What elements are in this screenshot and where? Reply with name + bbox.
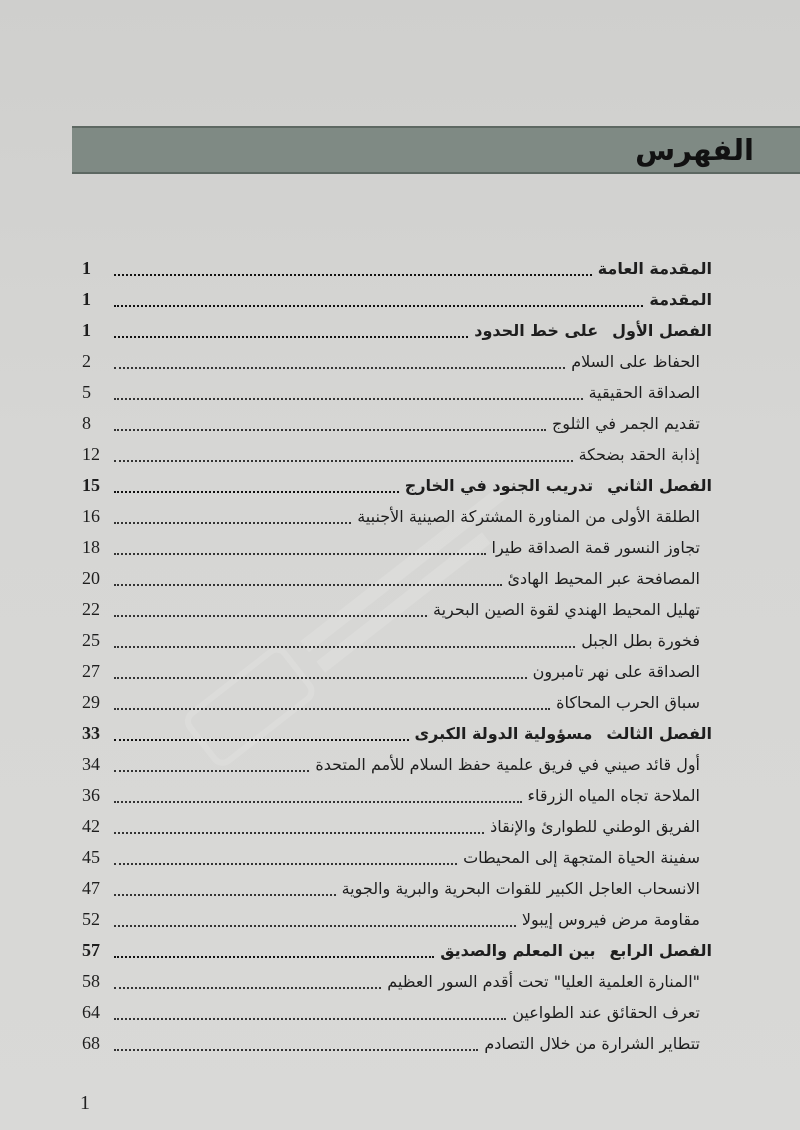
header-bar (72, 126, 800, 174)
toc-entry[interactable] (82, 842, 712, 873)
dot-leader (114, 262, 592, 276)
dot-leader (114, 324, 468, 338)
chapter-label: الفصل الرابع (609, 941, 712, 960)
dot-leader (114, 851, 457, 865)
toc-chapter-entry[interactable] (82, 718, 712, 749)
dot-leader (114, 603, 427, 617)
table-of-contents (82, 253, 712, 1059)
dot-leader (114, 634, 575, 648)
toc-entry[interactable] (82, 532, 712, 563)
toc-title: الملاحة تجاه المياه الزرقاء (527, 786, 700, 805)
toc-page-number: 27 (82, 661, 100, 681)
toc-entry[interactable] (82, 563, 712, 594)
toc-entry[interactable] (82, 625, 712, 656)
toc-title: المصافحة عبر المحيط الهادئ (507, 569, 700, 588)
dot-leader (114, 944, 434, 958)
toc-title: تعرف الحقائق عند الطواعين (512, 1003, 700, 1022)
toc-title: "المنارة العلمية العليا" تحت أقدم السور العظيم (387, 972, 700, 991)
toc-title: الطلقة الأولى من المناورة المشتركة الصينية الأجنبية (357, 507, 700, 526)
toc-entry[interactable] (82, 811, 712, 842)
chapter-title: مسؤولية الدولة الكبرى (414, 724, 593, 743)
toc-chapter-heading (474, 321, 712, 340)
toc-title: تجاوز النسور قمة الصداقة طيرا (491, 538, 700, 557)
toc-title: الصداقة على نهر تامبرون (532, 662, 700, 681)
toc-entry[interactable] (82, 873, 712, 904)
dot-leader (114, 417, 546, 431)
dot-leader (114, 293, 643, 307)
toc-title: سباق الحرب المحاكاة (556, 693, 700, 712)
dot-leader (114, 510, 351, 524)
toc-page-number: 34 (82, 754, 100, 774)
toc-entry[interactable] (82, 377, 712, 408)
dot-leader (114, 1037, 478, 1051)
dot-leader (114, 727, 409, 741)
toc-chapter-heading (405, 476, 712, 495)
toc-page-number: 20 (82, 568, 100, 588)
page-number: 1 (80, 1092, 90, 1114)
toc-page-number: 16 (82, 506, 100, 526)
dot-leader (114, 820, 484, 834)
dot-leader (114, 479, 399, 493)
toc-page-number: 1 (82, 289, 91, 309)
chapter-title: بين المعلم والصديق (440, 941, 596, 960)
toc-title: تقديم الجمر في الثلوج (551, 414, 700, 433)
toc-entry[interactable] (82, 904, 712, 935)
toc-title: تتطاير الشرارة من خلال التصادم (484, 1034, 700, 1053)
dot-leader (114, 448, 573, 462)
toc-entry[interactable] (82, 997, 712, 1028)
toc-entry[interactable] (82, 656, 712, 687)
toc-entry[interactable] (82, 1028, 712, 1059)
toc-entry[interactable] (82, 780, 712, 811)
toc-page-number: 33 (82, 723, 100, 743)
toc-page-number: 25 (82, 630, 100, 650)
toc-page-number: 8 (82, 413, 91, 433)
toc-entry[interactable] (82, 346, 712, 377)
toc-title: الانسحاب العاجل الكبير للقوات البحرية والبرية والجوية (341, 879, 700, 898)
toc-page-number: 42 (82, 816, 100, 836)
toc-title: المقدمة (649, 290, 712, 309)
page-title: الفهرس (635, 133, 754, 167)
dot-leader (114, 975, 381, 989)
toc-entry[interactable] (82, 966, 712, 997)
toc-title: إذابة الحقد بضحكة (578, 445, 700, 464)
toc-title: مقاومة مرض فيروس إيبولا (521, 910, 700, 929)
toc-page-number: 68 (82, 1033, 100, 1053)
chapter-label: الفصل الثالث (606, 724, 712, 743)
toc-page-number: 1 (82, 258, 91, 278)
chapter-label: الفصل الثاني (607, 476, 712, 495)
dot-leader (114, 665, 527, 679)
dot-leader (114, 355, 565, 369)
toc-entry[interactable] (82, 284, 712, 315)
chapter-title: على خط الحدود (474, 321, 599, 340)
toc-title: سفينة الحياة المتجهة إلى المحيطات (463, 848, 700, 867)
toc-chapter-heading (440, 941, 712, 960)
toc-page-number: 12 (82, 444, 100, 464)
toc-page-number: 58 (82, 971, 100, 991)
dot-leader (114, 913, 516, 927)
toc-page-number: 18 (82, 537, 100, 557)
toc-title: الحفاظ على السلام (571, 352, 700, 371)
toc-chapter-entry[interactable] (82, 470, 712, 501)
toc-page-number: 15 (82, 475, 100, 495)
dot-leader (114, 696, 550, 710)
toc-entry[interactable] (82, 439, 712, 470)
toc-page-number: 64 (82, 1002, 100, 1022)
toc-title: أول قائد صيني في فريق علمية حفظ السلام للأمم المتحدة (315, 755, 700, 774)
toc-page-number: 2 (82, 351, 91, 371)
toc-page-number: 57 (82, 940, 100, 960)
toc-title: فخورة بطل الجبل (581, 631, 700, 650)
dot-leader (114, 1006, 506, 1020)
toc-title: المقدمة العامة (597, 259, 712, 278)
toc-chapter-heading (415, 724, 713, 743)
toc-page-number: 22 (82, 599, 100, 619)
toc-page-number: 52 (82, 909, 100, 929)
toc-entry[interactable] (82, 594, 712, 625)
toc-page-number: 29 (82, 692, 100, 712)
toc-entry[interactable] (82, 687, 712, 718)
chapter-title: تدريب الجنود في الخارج (404, 476, 594, 495)
chapter-label: الفصل الأول (612, 321, 712, 340)
toc-title: الفريق الوطني للطوارئ والإنقاذ (490, 817, 700, 836)
dot-leader (114, 386, 583, 400)
toc-page-number: 1 (82, 320, 91, 340)
dot-leader (114, 572, 502, 586)
toc-page-number: 36 (82, 785, 100, 805)
dot-leader (114, 789, 522, 803)
toc-chapter-entry[interactable] (82, 315, 712, 346)
toc-entry[interactable] (82, 501, 712, 532)
dot-leader (114, 758, 309, 772)
toc-entry[interactable] (82, 749, 712, 780)
toc-title: تهليل المحيط الهندي لقوة الصين البحرية (432, 600, 700, 619)
toc-entry[interactable] (82, 253, 712, 284)
toc-title: الصداقة الحقيقية (588, 383, 700, 402)
toc-entry[interactable] (82, 408, 712, 439)
toc-chapter-entry[interactable] (82, 935, 712, 966)
dot-leader (114, 541, 486, 555)
dot-leader (114, 882, 336, 896)
toc-page-number: 47 (82, 878, 100, 898)
toc-page-number: 45 (82, 847, 100, 867)
toc-page-number: 5 (82, 382, 91, 402)
